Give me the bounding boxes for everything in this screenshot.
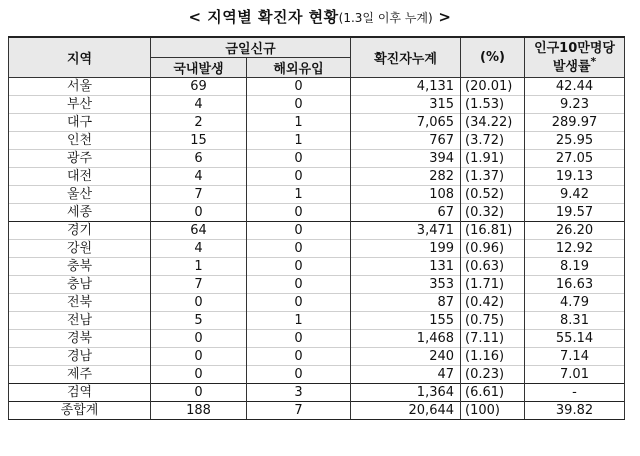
- cell-imported: 1: [247, 132, 351, 150]
- table-row: [9, 186, 625, 204]
- cell-percent: (0.42): [461, 294, 525, 312]
- cell-domestic: 4: [151, 96, 247, 114]
- table-body: [9, 78, 625, 420]
- table-row: [9, 384, 625, 402]
- cell-cumulative: 108: [351, 186, 461, 204]
- cell-rate: 16.63: [525, 276, 625, 294]
- cell-domestic: 0: [151, 204, 247, 222]
- cell-percent: (0.32): [461, 204, 525, 222]
- table-row: [9, 258, 625, 276]
- cell-region: 인천: [9, 132, 151, 150]
- table-row: [9, 312, 625, 330]
- cell-imported: 7: [247, 402, 351, 420]
- table-row: [9, 204, 625, 222]
- cell-domestic: 188: [151, 402, 247, 420]
- cell-imported: 0: [247, 222, 351, 240]
- cell-percent: (1.91): [461, 150, 525, 168]
- cell-percent: (1.71): [461, 276, 525, 294]
- cell-cumulative: 20,644: [351, 402, 461, 420]
- cell-region: 대구: [9, 114, 151, 132]
- cell-region: 강원: [9, 240, 151, 258]
- header-rate: [525, 37, 625, 78]
- cell-domestic: 4: [151, 240, 247, 258]
- cell-region: 광주: [9, 150, 151, 168]
- cell-region: 검역: [9, 384, 151, 402]
- cell-imported: 0: [247, 150, 351, 168]
- cell-cumulative: 1,468: [351, 330, 461, 348]
- table-row: [9, 294, 625, 312]
- cell-percent: (20.01): [461, 78, 525, 96]
- header-rate-line1: 인구10만명당: [534, 40, 615, 56]
- cell-cumulative: 767: [351, 132, 461, 150]
- cell-imported: 0: [247, 276, 351, 294]
- cell-imported: 0: [247, 78, 351, 96]
- table-row: [9, 168, 625, 186]
- cell-cumulative: 315: [351, 96, 461, 114]
- cell-imported: 0: [247, 204, 351, 222]
- cell-imported: 1: [247, 186, 351, 204]
- table-row: [9, 114, 625, 132]
- regional-cases-table: [8, 36, 625, 420]
- cell-percent: (0.96): [461, 240, 525, 258]
- cell-rate: 42.44: [525, 78, 625, 96]
- cell-region: 제주: [9, 366, 151, 384]
- cell-percent: (100): [461, 402, 525, 420]
- cell-percent: (6.61): [461, 384, 525, 402]
- cell-domestic: 0: [151, 384, 247, 402]
- cell-region: 경기: [9, 222, 151, 240]
- cell-rate: 4.79: [525, 294, 625, 312]
- cell-rate: 19.13: [525, 168, 625, 186]
- cell-rate: 19.57: [525, 204, 625, 222]
- table-row: [9, 132, 625, 150]
- cell-cumulative: 7,065: [351, 114, 461, 132]
- cell-region: 세종: [9, 204, 151, 222]
- cell-domestic: 0: [151, 348, 247, 366]
- cell-region: 충북: [9, 258, 151, 276]
- header-cumulative: 확진자누계: [351, 37, 461, 78]
- cell-rate: 9.42: [525, 186, 625, 204]
- table-row: [9, 330, 625, 348]
- cell-imported: 0: [247, 294, 351, 312]
- cell-region: 전남: [9, 312, 151, 330]
- cell-rate: 7.01: [525, 366, 625, 384]
- cell-imported: 0: [247, 366, 351, 384]
- cell-rate: 26.20: [525, 222, 625, 240]
- table-row: [9, 78, 625, 96]
- header-percent: (%): [461, 37, 525, 78]
- header-rate-line2: 발생률: [552, 59, 591, 75]
- table-row: [9, 366, 625, 384]
- cell-cumulative: 47: [351, 366, 461, 384]
- cell-percent: (7.11): [461, 330, 525, 348]
- cell-region: 경북: [9, 330, 151, 348]
- cell-cumulative: 353: [351, 276, 461, 294]
- cell-domestic: 7: [151, 276, 247, 294]
- cell-domestic: 1: [151, 258, 247, 276]
- cell-cumulative: 87: [351, 294, 461, 312]
- cell-percent: (1.53): [461, 96, 525, 114]
- title-end: >: [432, 8, 452, 26]
- total-row: [9, 402, 625, 420]
- table-row: [9, 276, 625, 294]
- cell-domestic: 69: [151, 78, 247, 96]
- cell-cumulative: 394: [351, 150, 461, 168]
- cell-domestic: 64: [151, 222, 247, 240]
- cell-cumulative: 67: [351, 204, 461, 222]
- cell-imported: 3: [247, 384, 351, 402]
- cell-region: 충남: [9, 276, 151, 294]
- cell-cumulative: 199: [351, 240, 461, 258]
- cell-cumulative: 282: [351, 168, 461, 186]
- table-row: [9, 222, 625, 240]
- cell-domestic: 4: [151, 168, 247, 186]
- header-rate-mark: *: [590, 54, 597, 68]
- cell-imported: 0: [247, 240, 351, 258]
- cell-imported: 1: [247, 312, 351, 330]
- cell-imported: 0: [247, 96, 351, 114]
- cell-cumulative: 155: [351, 312, 461, 330]
- cell-rate: 289.97: [525, 114, 625, 132]
- cell-domestic: 2: [151, 114, 247, 132]
- cell-percent: (3.72): [461, 132, 525, 150]
- cell-percent: (16.81): [461, 222, 525, 240]
- cell-region: 부산: [9, 96, 151, 114]
- cell-domestic: 5: [151, 312, 247, 330]
- cell-cumulative: 4,131: [351, 78, 461, 96]
- cell-imported: 0: [247, 330, 351, 348]
- title-main: < 지역별 확진자 현황: [188, 8, 339, 26]
- cell-rate: 25.95: [525, 132, 625, 150]
- cell-cumulative: 1,364: [351, 384, 461, 402]
- cell-imported: 1: [247, 114, 351, 132]
- cell-percent: (0.63): [461, 258, 525, 276]
- cell-domestic: 15: [151, 132, 247, 150]
- cell-rate: 8.19: [525, 258, 625, 276]
- table-row: [9, 96, 625, 114]
- cell-rate: 39.82: [525, 402, 625, 420]
- cell-rate: 27.05: [525, 150, 625, 168]
- cell-domestic: 0: [151, 330, 247, 348]
- cell-region: 서울: [9, 78, 151, 96]
- cell-region: 종합계: [9, 402, 151, 420]
- cell-rate: 9.23: [525, 96, 625, 114]
- cell-region: 울산: [9, 186, 151, 204]
- header-region: 지역: [9, 37, 151, 78]
- header-imported: 해외유입: [247, 58, 351, 78]
- cell-region: 경남: [9, 348, 151, 366]
- cell-rate: 55.14: [525, 330, 625, 348]
- header-new-today: 금일신규: [151, 37, 351, 58]
- cell-domestic: 0: [151, 366, 247, 384]
- cell-percent: (1.37): [461, 168, 525, 186]
- table-title: [0, 6, 640, 28]
- cell-imported: 0: [247, 348, 351, 366]
- cell-region: 전북: [9, 294, 151, 312]
- cell-region: 대전: [9, 168, 151, 186]
- cell-cumulative: 240: [351, 348, 461, 366]
- cell-cumulative: 131: [351, 258, 461, 276]
- cell-imported: 0: [247, 168, 351, 186]
- table-row: [9, 240, 625, 258]
- cell-percent: (0.75): [461, 312, 525, 330]
- cell-rate: 12.92: [525, 240, 625, 258]
- cell-percent: (0.52): [461, 186, 525, 204]
- cell-rate: -: [525, 384, 625, 402]
- cell-cumulative: 3,471: [351, 222, 461, 240]
- cell-rate: 7.14: [525, 348, 625, 366]
- cell-percent: (1.16): [461, 348, 525, 366]
- header-domestic: 국내발생: [151, 58, 247, 78]
- table-row: [9, 348, 625, 366]
- table-row: [9, 150, 625, 168]
- cell-domestic: 6: [151, 150, 247, 168]
- cell-domestic: 7: [151, 186, 247, 204]
- cell-imported: 0: [247, 258, 351, 276]
- cell-percent: (0.23): [461, 366, 525, 384]
- cell-percent: (34.22): [461, 114, 525, 132]
- title-subtitle: (1.3일 이후 누계): [338, 11, 433, 25]
- cell-domestic: 0: [151, 294, 247, 312]
- cell-rate: 8.31: [525, 312, 625, 330]
